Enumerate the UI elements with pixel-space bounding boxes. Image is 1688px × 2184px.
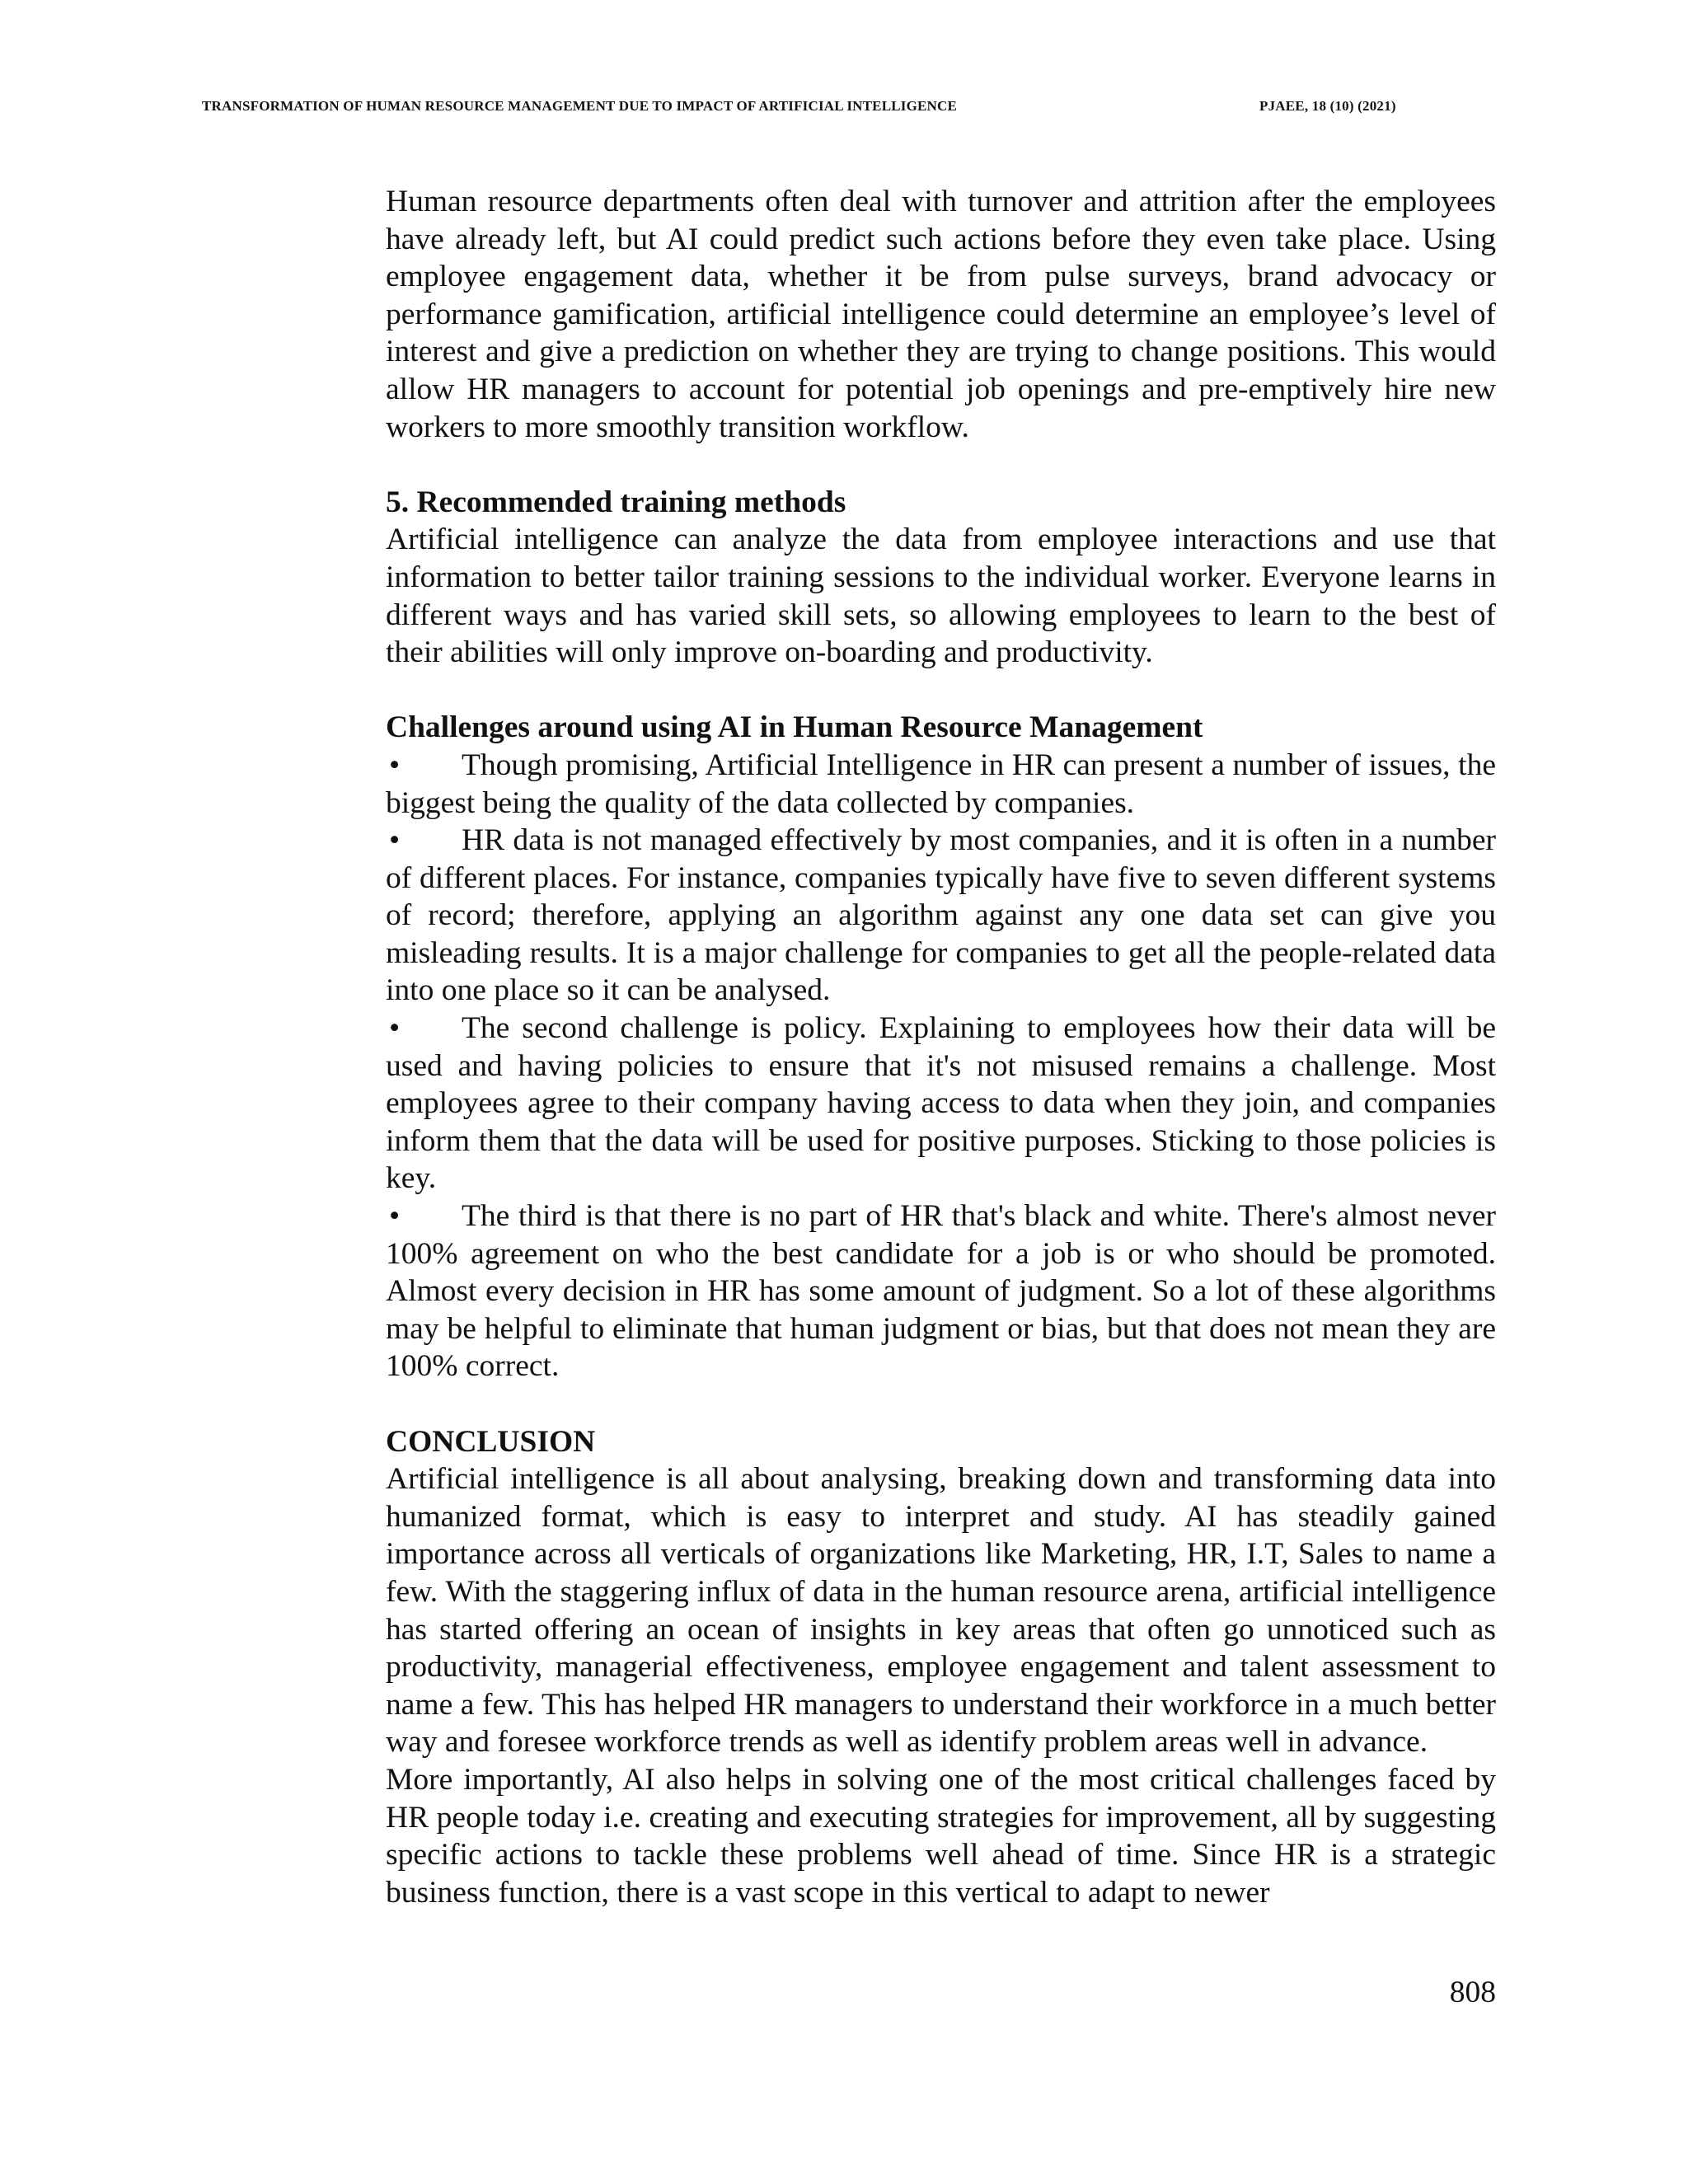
- challenge-bullet-item: [386, 1197, 1496, 1385]
- training-paragraph: Artificial intelligence can analyze the data from employee interactions and use that information to better tailor training sessions to the individual worker. Everyone learns in different ways and has varied skill sets, so allowing employees to learn to the best of their abilities will only improve on-boarding and productivity.: [386, 523, 1496, 670]
- challenge-bullet-text: Though promising, Artificial Intelligence in HR can present a number of issues, the biggest being the quality of the data collected by companies.: [386, 748, 1496, 820]
- page-body: [386, 183, 1496, 1911]
- paragraph-gap: [386, 672, 1496, 710]
- paragraph-gap: [386, 1385, 1496, 1423]
- section-heading-conclusion: CONCLUSION: [386, 1424, 596, 1459]
- bullet-icon: •: [389, 748, 401, 782]
- challenge-bullet-item: [386, 822, 1496, 1010]
- conclusion-paragraph: Artificial intelligence is all about analysing, breaking down and transforming data into humanized format, which is easy to interpret and study. AI has steadily gained importance across all verticals of organizations like Marketing, HR, I.T, Sales to name a few. With the staggering influx of data in the human resource arena, artificial intelligence has started offering an ocean of insights in key areas that often go unnoticed such as productivity, managerial effectiveness, employee engagement and talent assessment to name a few. This has helped HR managers to understand their workforce in a much better way and foresee workforce trends as well as identify problem areas well in advance.: [386, 1462, 1496, 1760]
- section-heading-challenges: Challenges around using AI in Human Resource Management: [386, 710, 1203, 745]
- paragraph-gap: [386, 446, 1496, 484]
- conclusion-paragraph: More importantly, AI also helps in solving one of the most critical challenges faced by HR people today i.e. creating and executing strategies for improvement, all by suggesting specific actions to tackle these problems well ahead of time. Since HR is a strategic business function, there is a vast scope in this vertical to adapt to newer: [386, 1762, 1496, 1910]
- page-number: 808: [1449, 1975, 1496, 2009]
- challenge-bullet-item: [386, 747, 1496, 822]
- bullet-icon: •: [389, 1011, 401, 1046]
- header-article-title: TRANSFORMATION OF HUMAN RESOURCE MANAGEMENT DUE TO IMPACT OF ARTIFICIAL INTELLIGENCE: [202, 98, 958, 114]
- section-heading-training: 5. Recommended training methods: [386, 485, 846, 519]
- running-header: [202, 98, 1488, 118]
- challenge-bullet-text: HR data is not managed effectively by most companies, and it is often in a number of different places. For instance, companies typically have five to seven different systems of record; therefore, applying an algorithm against any one data set can give you misleading results. It is a major challenge for companies to get all the people-related data into one place so it can be analysed.: [386, 823, 1496, 1008]
- challenge-bullet-text: The second challenge is policy. Explaining to employees how their data will be used and having policies to ensure that it's not misused remains a challenge. Most employees agree to their company having access to data when they join, and companies inform them that the data will be used for positive purposes. Sticking to those policies is key.: [386, 1011, 1496, 1196]
- bullet-icon: •: [389, 1199, 401, 1234]
- challenge-bullet-text: The third is that there is no part of HR that's black and white. There's almost never 100% agreement on who the best candidate for a job is or who should be promoted. Almost every decision in HR has some amount of judgment. So a lot of these algorithms may be helpful to eliminate that human judgment or bias, but that does not mean they are 100% correct.: [386, 1199, 1496, 1384]
- header-journal-citation: PJAEE, 18 (10) (2021): [1259, 98, 1396, 114]
- intro-paragraph: Human resource departments often deal with turnover and attrition after the employees have already left, but AI could predict such actions before they even take place. Using employee engagement data, whether it be from pulse surveys, brand advocacy or performance gamification, artificial intelligence could determine an employee’s level of interest and give a prediction on whether they are trying to change positions. This would allow HR managers to account for potential job openings and pre-emptively hire new workers to more smoothly transition workflow.: [386, 185, 1496, 444]
- challenge-bullet-item: [386, 1010, 1496, 1197]
- bullet-icon: •: [389, 823, 401, 858]
